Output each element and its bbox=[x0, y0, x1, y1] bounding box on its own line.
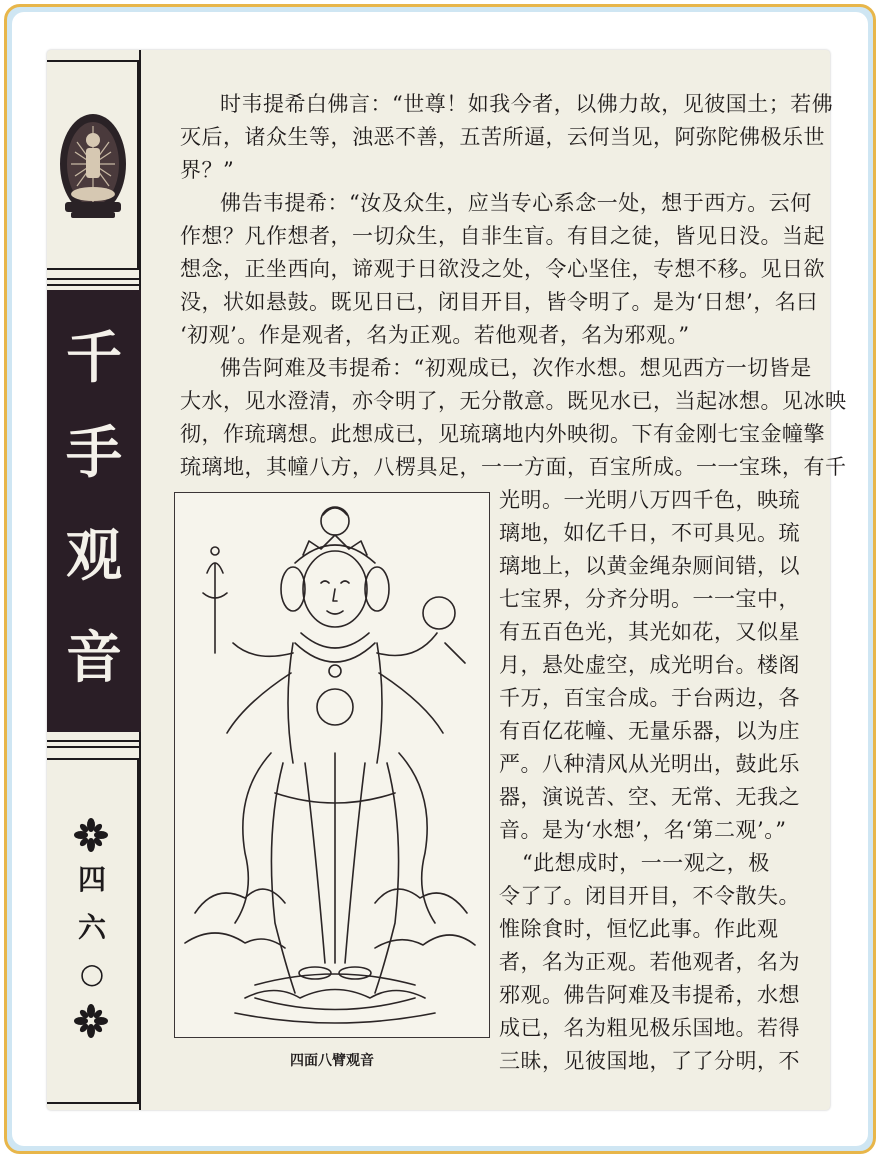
emblem-box bbox=[47, 60, 139, 270]
text-line: 严。八种清风从光明出，鼓此乐 bbox=[499, 752, 800, 776]
flower-ornament-icon bbox=[74, 1004, 108, 1038]
text-line: 璃地上，以黄金绳杂厕间错，以 bbox=[499, 554, 800, 578]
text-line: 器，演说苦、空、无常、无我之 bbox=[499, 785, 800, 809]
book-page bbox=[47, 50, 847, 1110]
text-line: 想念，正坐西向，谛观于日欲没之处，令心坚住，专想不移。见日欲 bbox=[180, 257, 825, 281]
side-strip bbox=[47, 50, 147, 1110]
strip-double-rule bbox=[47, 740, 141, 742]
text-line: 佛告阿难及韦提希：“初观成已，次作水想。想见西方一切皆是 bbox=[220, 356, 812, 380]
page-number-char: ○ bbox=[79, 957, 105, 990]
title-char: 千 bbox=[66, 325, 122, 391]
text-line: 音。是为‘水想’，名‘第二观’。” bbox=[499, 818, 787, 842]
text-line: 千万，百宝合成。于台两边，各 bbox=[499, 686, 800, 710]
strip-double-rule bbox=[47, 284, 141, 286]
four-faced-eight-armed-guanyin-icon bbox=[175, 493, 488, 1036]
page-number-char: 四 bbox=[77, 863, 106, 896]
text-line: 有百亿花幢、无量乐器，以为庄 bbox=[499, 719, 800, 743]
text-line: 三昧，见彼国地，了了分明，不 bbox=[499, 1049, 800, 1073]
title-char: 音 bbox=[66, 625, 122, 691]
guanyin-emblem-icon bbox=[47, 102, 139, 252]
text-line: 佛告韦提希：“汝及众生，应当专心系念一处，想于西方。云何 bbox=[220, 191, 812, 215]
text-line: 惟除食时，恒忆此事。作此观 bbox=[499, 917, 779, 941]
text-line: 时韦提希白佛言：“世尊！如我今者，以佛力故，见彼国土；若佛 bbox=[220, 92, 834, 116]
text-line: 璃地，如亿千日，不可具见。琉 bbox=[499, 521, 800, 545]
text-line: 彻，作琉璃想。此想成已，见琉璃地内外映彻。下有金刚七宝金幢擎 bbox=[180, 422, 825, 446]
strip-double-rule bbox=[47, 278, 141, 280]
text-line: ‘初观’。作是观者，名为正观。若他观者，名为邪观。” bbox=[180, 323, 690, 347]
text-line: 七宝界，分齐分明。一一宝中， bbox=[499, 587, 800, 611]
text-line: 邪观。佛告阿难及韦提希，水想 bbox=[499, 983, 800, 1007]
text-line: 大水，见水澄清，亦令明了，无分散意。既见水已，当起冰想。见冰映 bbox=[180, 389, 847, 413]
text-line: 月，悬处虚空，成光明台。楼阁 bbox=[499, 653, 800, 677]
text-line: 光明。一光明八万四千色，映琉 bbox=[499, 488, 800, 512]
text-line: 没，状如悬鼓。既见日已，闭目开目，皆令明了。是为‘日想’，名曰 bbox=[180, 290, 818, 314]
text-line: 界？” bbox=[180, 158, 235, 182]
page-number-char: 六 bbox=[77, 911, 106, 944]
text-line: 成已，名为粗见极乐国地。若得 bbox=[499, 1016, 800, 1040]
strip-double-rule bbox=[47, 746, 141, 748]
flower-ornament-icon bbox=[74, 818, 108, 852]
text-line: 灭后，诸众生等，浊恶不善，五苦所逼，云何当见，阿弥陀佛极乐世 bbox=[180, 125, 825, 149]
title-char: 手 bbox=[66, 420, 122, 486]
text-line: 琉璃地，其幢八方，八楞具足，一一方面，百宝所成。一一宝珠，有千 bbox=[180, 455, 847, 479]
text-line: 有五百色光，其光如花，又似星 bbox=[499, 620, 800, 644]
text-line: 者，名为正观。若他观者，名为 bbox=[499, 950, 800, 974]
text-line: 令了了。闭目开目，不令散失。 bbox=[499, 884, 800, 908]
illustration-caption: 四面八臂观音 bbox=[290, 1053, 374, 1069]
text-line: “此想成时，一一观之，极 bbox=[522, 851, 770, 875]
illustration bbox=[174, 492, 490, 1038]
vertical-title bbox=[47, 290, 141, 732]
title-char: 观 bbox=[66, 523, 122, 589]
text-line: 作想？凡作想者，一切众生，自非生盲。有目之徒，皆见日没。当起 bbox=[180, 224, 825, 248]
